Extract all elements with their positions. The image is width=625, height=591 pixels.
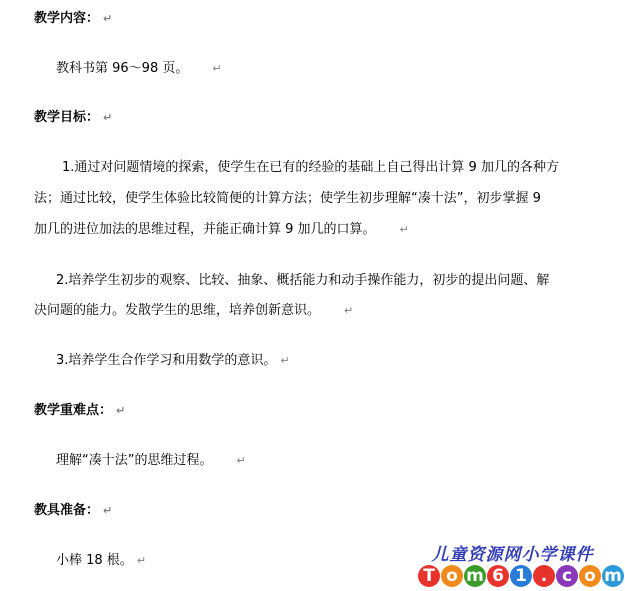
- logo-letter: m: [602, 565, 624, 587]
- paragraph-mark-icon: ↵: [136, 554, 147, 567]
- logo-letter: o: [579, 565, 601, 587]
- objective-1-line-1: 1.通过对问题情境的探索，使学生在已有的经验的基础上自己得出计算 9 加几的各种方: [62, 160, 559, 175]
- objective-3-line: 3.培养学生合作学习和用数学的意识。 ↵: [56, 353, 290, 368]
- paragraph-mark-icon: ↵: [103, 504, 113, 517]
- logo-letter: c: [556, 565, 578, 587]
- section-heading-objectives: [34, 110, 112, 126]
- paragraph-mark-icon: ↵: [212, 62, 222, 75]
- materials-line: 小棒 18 根。 ↵: [56, 553, 147, 568]
- logo-letter: 1: [510, 565, 532, 587]
- body-text: 教科书第 96～98 页。: [56, 61, 189, 76]
- paragraph-mark-icon: ↵: [344, 304, 354, 317]
- logo-letter: 6: [487, 565, 509, 587]
- paragraph-mark-icon: ↵: [280, 354, 290, 367]
- heading-text: 教学目标：: [34, 110, 100, 125]
- heading-text: 教学内容：: [34, 11, 100, 26]
- key-point-line: 理解“凑十法”的思维过程。 ↵: [56, 453, 246, 468]
- heading-text: 教学重难点：: [34, 403, 113, 418]
- section-heading-key-points: [34, 403, 125, 419]
- objective-1-line-2: 法；通过比较，使学生体验比较简便的计算方法；使学生初步理解“凑十法”，初步掌握 9: [34, 191, 541, 206]
- section-heading-materials: [34, 503, 112, 519]
- paragraph-mark-icon: ↵: [399, 223, 409, 236]
- logo-letter: T: [418, 565, 440, 587]
- paragraph-mark-icon: ↵: [103, 111, 113, 124]
- paragraph-mark-icon: ↵: [103, 12, 113, 25]
- paragraph-mark-icon: ↵: [236, 454, 246, 467]
- textbook-pages-line: [56, 61, 222, 77]
- logo-letter: o: [441, 565, 463, 587]
- logo-letter: m: [464, 565, 486, 587]
- watermark-chinese-text: 儿童资源网小学课件: [431, 545, 594, 565]
- objective-2-line-1: 2.培养学生初步的观察、比较、抽象、概括能力和动手操作能力，初步的提出问题、解: [56, 273, 550, 288]
- heading-text: 教具准备：: [34, 503, 100, 518]
- logo-letter: .: [533, 565, 555, 587]
- paragraph-mark-icon: ↵: [116, 404, 126, 417]
- objective-2-line-2: 决问题的能力。发散学生的思维，培养创新意识。 ↵: [34, 303, 354, 318]
- objective-1-line-3: 加几的进位加法的思维过程，并能正确计算 9 加几的口算。 ↵: [34, 222, 409, 237]
- site-watermark: [410, 540, 622, 590]
- tom61-logo: [418, 564, 625, 588]
- section-heading-content: [34, 11, 112, 27]
